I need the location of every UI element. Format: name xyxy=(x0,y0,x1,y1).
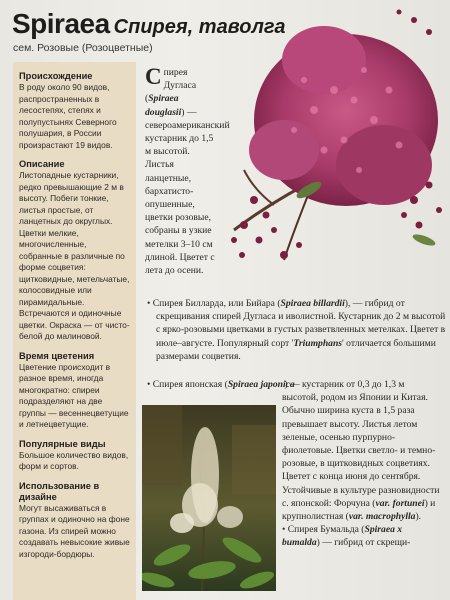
spiraea-bush-photo xyxy=(142,405,276,591)
sidebar-text-popular-species: Большое количество видов, форм и сортов. xyxy=(19,449,129,471)
sidebar-text-bloom-time: Цветение происходит в разное время, иногда многократно: спиреи подразделяют на две группы — весеннецветущие и летнецветущие. xyxy=(19,361,129,429)
drop-cap: С xyxy=(145,64,162,89)
sidebar-heading-origin: Происхождение xyxy=(19,71,93,81)
info-sidebar xyxy=(13,62,136,600)
sidebar-text-origin: В роду около 90 видов, распространенных в лесостепях, степях и полупустынях Северного полушария, в России произрастают 19 видов. xyxy=(19,82,117,150)
intro-paragraph: Спирея Дугласа (Spiraea douglasii) — североамериканский кустарник до 1,5 м высотой. Листья ланцетные, бархатисто-опушенные, цветки розовые, собраны в узкие метелки 3–10 см длиной. Цветет с лета до осени. xyxy=(145,64,230,277)
list-item-billardii: • Спирея Билларда, или Бийара (Spiraea billardii), — гибрид от скрещивания спирей Дугласа и иволистной. Кустарник до 2 м высотой с ярко-розовыми цветками в густых разветвленных метелках. Цветет в июле–августе. Популярный сорт 'Triumphans' отличается большими размерами соцветия. xyxy=(147,298,446,362)
family-label: сем. Розовые (Розоцветные) xyxy=(13,42,153,54)
title-russian: Спирея, таволга xyxy=(113,16,286,38)
sidebar-heading-popular-species: Популярные виды xyxy=(19,438,106,449)
sidebar-text-design-use: Могут высаживаться в группах и одиночно на фоне газона. Из спирей можно создавать невысокие живые изгороди-бордюры. xyxy=(19,502,130,559)
list-item-japonica-lead: • Спирея японская (Spiraea japonica xyxy=(147,379,295,390)
sidebar-heading-design-use: Использование в дизайне xyxy=(19,480,100,502)
title-latin: Spiraea xyxy=(12,8,110,39)
page-title xyxy=(12,8,285,40)
list-item-japonica: ) — кустарник от 0,3 до 1,3 м высотой, родом из Японии и Китая. Обычно ширина куста в 1,5 раза превышает высоту. Листья летом зеленые, осенью пурпурно-фиолетовые. Цветки светло- и темно-розовые, в щитковидных соцветиях. Цветет с конца июня до сентября. Устойчивые в культуре разновидности с. японской: Форчуна (var. fortunei) и крупнолистная (var. macrophylla). • Спирея Бумальда (Spiraea x bumalda) — гибрид от скрещи- xyxy=(282,379,440,549)
spiraea-flower-photo xyxy=(214,0,450,290)
sidebar-text-description: Листопадные кустарники, редко превышающие 2 м в высоту. Побеги тонкие, листья простые, от ланцетных до округлых. Цветки мелкие, многочисленные, собранные в различные по форме соцветия: щитковидные, метельчатые, колосовидные или пирамидальные. Встречаются и одиночные цветки. Окраска — от чисто-белой до малиновой. xyxy=(19,170,130,341)
sidebar-heading-description: Описание xyxy=(19,159,65,169)
sidebar-heading-bloom-time: Время цветения xyxy=(19,350,95,361)
